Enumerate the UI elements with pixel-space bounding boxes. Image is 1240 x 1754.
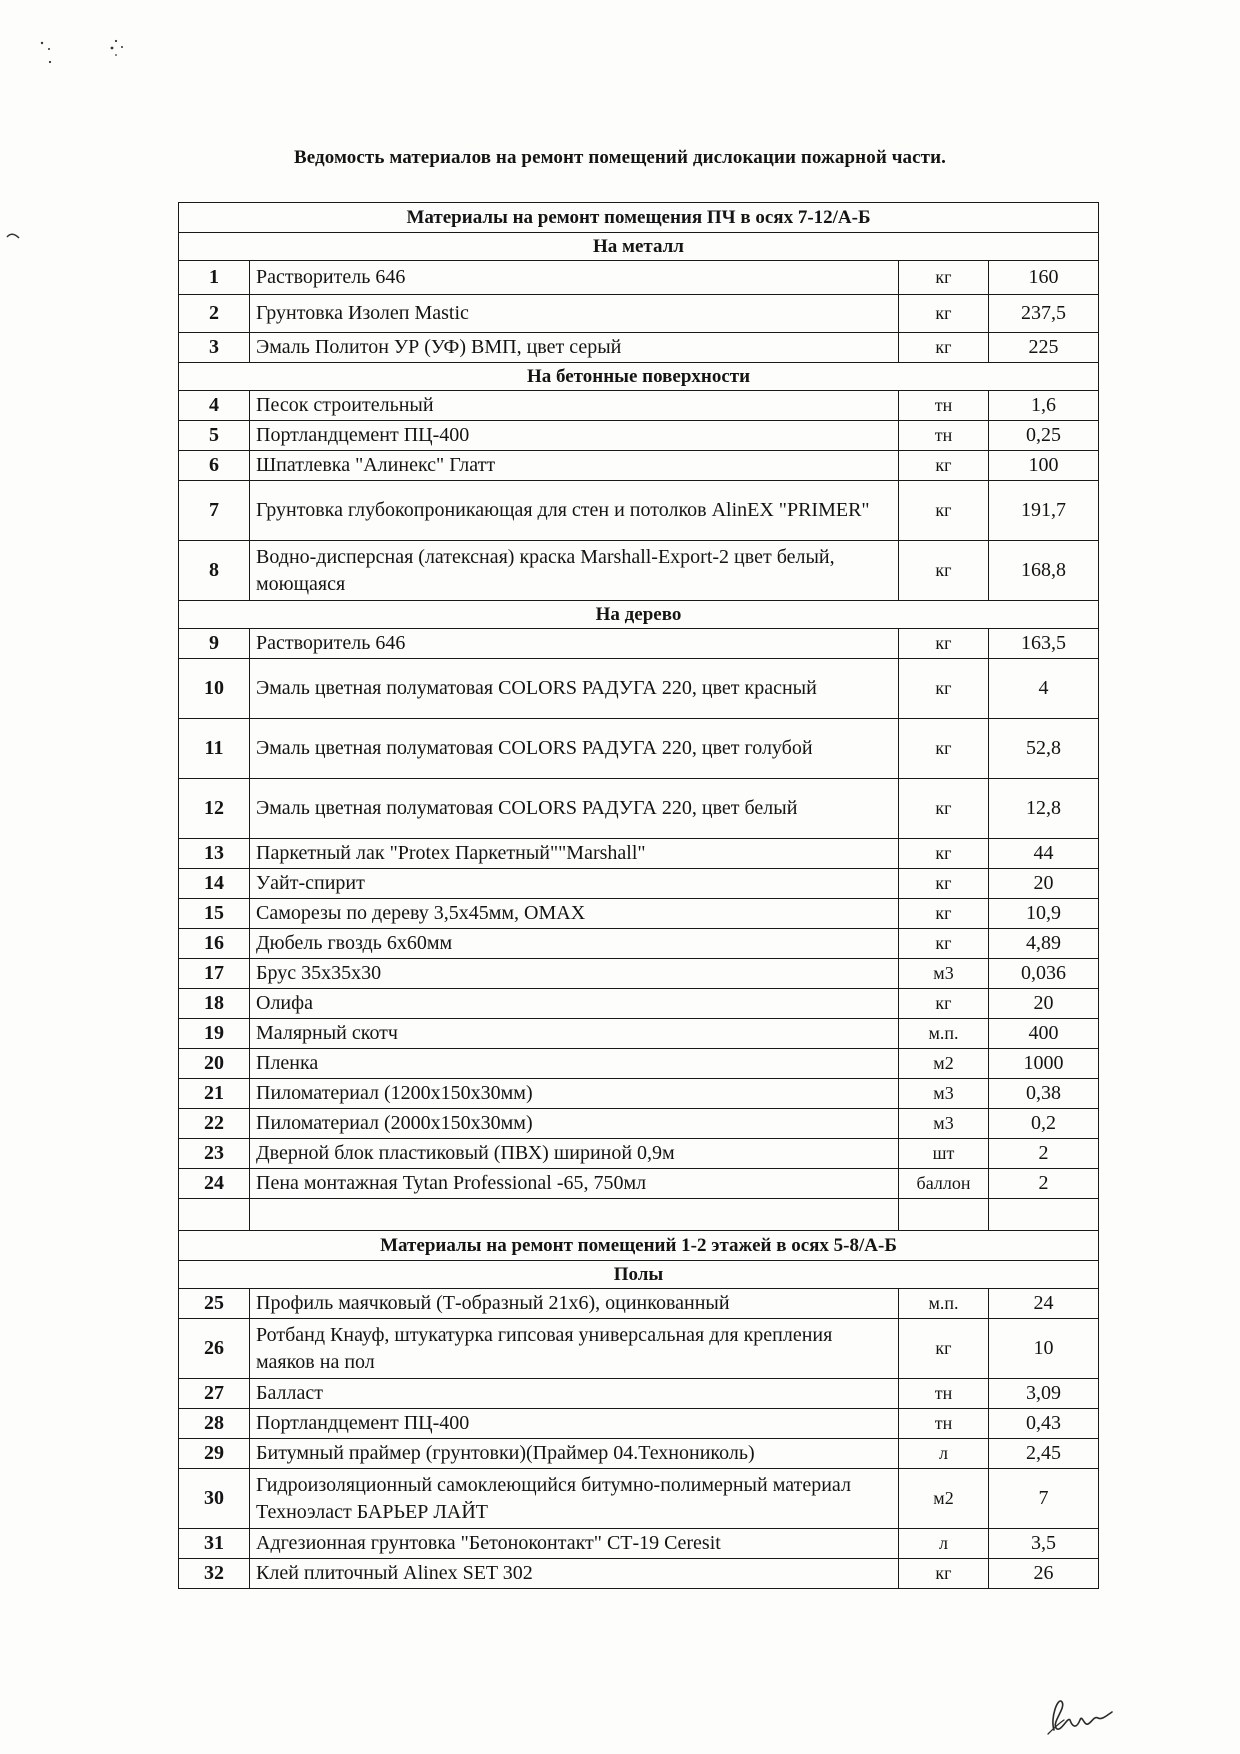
material-name: Клей плиточный Alinex SET 302 — [250, 1559, 899, 1589]
row-number: 1 — [179, 261, 250, 295]
quantity: 2 — [989, 1169, 1099, 1199]
quantity: 20 — [989, 989, 1099, 1019]
document-title: Ведомость материалов на ремонт помещений дислокации пожарной части. — [293, 147, 946, 168]
material-name: Грунтовка глубокопроникающая для стен и потолков AlinEX "PRIMER" — [250, 481, 899, 541]
material-name: Песок строительный — [250, 391, 899, 421]
row-number: 31 — [179, 1529, 250, 1559]
row-number: 4 — [179, 391, 250, 421]
table-row — [179, 719, 1099, 779]
section-header-row — [179, 1231, 1099, 1261]
row-number: 16 — [179, 929, 250, 959]
row-number: 25 — [179, 1289, 250, 1319]
table-row — [179, 899, 1099, 929]
row-number: 3 — [179, 333, 250, 363]
unit-of-measure: кг — [899, 989, 989, 1019]
table-row — [179, 481, 1099, 541]
unit-of-measure: кг — [899, 333, 989, 363]
unit-of-measure: тн — [899, 1379, 989, 1409]
table-row — [179, 869, 1099, 899]
row-number: 21 — [179, 1079, 250, 1109]
subsection-title: Полы — [179, 1261, 1099, 1289]
subsection-title: На бетонные поверхности — [179, 363, 1099, 391]
row-number: 26 — [179, 1319, 250, 1379]
unit-of-measure: кг — [899, 929, 989, 959]
table-row — [179, 421, 1099, 451]
material-name: Ротбанд Кнауф, штукатурка гипсовая универсальная для крепления маяков на пол — [250, 1319, 899, 1379]
table-row — [179, 391, 1099, 421]
section-header-row — [179, 203, 1099, 233]
quantity: 7 — [989, 1469, 1099, 1529]
unit-of-measure: кг — [899, 719, 989, 779]
unit-of-measure: тн — [899, 421, 989, 451]
quantity: 100 — [989, 451, 1099, 481]
material-name: Уайт-спирит — [250, 869, 899, 899]
material-name: Водно-дисперсная (латексная) краска Marshall-Export-2 цвет белый, моющаяся — [250, 541, 899, 601]
subsection-title: На металл — [179, 233, 1099, 261]
quantity: 0,38 — [989, 1079, 1099, 1109]
quantity: 3,09 — [989, 1379, 1099, 1409]
quantity: 3,5 — [989, 1529, 1099, 1559]
quantity: 160 — [989, 261, 1099, 295]
table-row — [179, 1049, 1099, 1079]
row-number: 19 — [179, 1019, 250, 1049]
quantity: 4,89 — [989, 929, 1099, 959]
unit-of-measure: м3 — [899, 1109, 989, 1139]
row-number: 13 — [179, 839, 250, 869]
quantity: 26 — [989, 1559, 1099, 1589]
material-name: Малярный скотч — [250, 1019, 899, 1049]
quantity: 10 — [989, 1319, 1099, 1379]
row-number: 7 — [179, 481, 250, 541]
material-name: Шпатлевка "Алинекс" Глатт — [250, 451, 899, 481]
table-row — [179, 929, 1099, 959]
row-number: 32 — [179, 1559, 250, 1589]
material-name: Пиломатериал (2000х150х30мм) — [250, 1109, 899, 1139]
row-number: 14 — [179, 869, 250, 899]
row-number: 2 — [179, 295, 250, 333]
row-number: 11 — [179, 719, 250, 779]
material-name: Адгезионная грунтовка "Бетоноконтакт" СТ-19 Ceresit — [250, 1529, 899, 1559]
table-row — [179, 629, 1099, 659]
quantity: 225 — [989, 333, 1099, 363]
table-row — [179, 659, 1099, 719]
unit-of-measure: кг — [899, 451, 989, 481]
row-number: 17 — [179, 959, 250, 989]
material-name: Брус 35х35х30 — [250, 959, 899, 989]
table-row — [179, 333, 1099, 363]
material-name: Паркетный лак "Protex Паркетный""Marshall" — [250, 839, 899, 869]
table-row — [179, 1289, 1099, 1319]
material-name: Растворитель 646 — [250, 629, 899, 659]
unit-of-measure: л — [899, 1439, 989, 1469]
material-name: Битумный праймер (грунтовки)(Праймер 04.Технониколь) — [250, 1439, 899, 1469]
row-number: 5 — [179, 421, 250, 451]
unit-of-measure: л — [899, 1529, 989, 1559]
unit-of-measure: м2 — [899, 1049, 989, 1079]
table-row — [179, 959, 1099, 989]
quantity: 4 — [989, 659, 1099, 719]
quantity: 0,43 — [989, 1409, 1099, 1439]
quantity: 400 — [989, 1019, 1099, 1049]
material-name: Балласт — [250, 1379, 899, 1409]
unit-of-measure: кг — [899, 869, 989, 899]
table-row — [179, 261, 1099, 295]
scan-edge-mark — [4, 228, 24, 242]
unit-of-measure: кг — [899, 659, 989, 719]
quantity: 237,5 — [989, 295, 1099, 333]
unit-of-measure: кг — [899, 899, 989, 929]
quantity: 191,7 — [989, 481, 1099, 541]
material-name: Олифа — [250, 989, 899, 1019]
unit-of-measure: баллон — [899, 1169, 989, 1199]
material-name: Гидроизоляционный самоклеющийся битумно-полимерный материал Техноэласт БАРЬЕР ЛАЙТ — [250, 1469, 899, 1529]
table-row — [179, 1559, 1099, 1589]
quantity: 0,2 — [989, 1109, 1099, 1139]
material-name: Профиль маячковый (Т-образный 21х6), оцинкованный — [250, 1289, 899, 1319]
quantity: 1,6 — [989, 391, 1099, 421]
blank-cell — [179, 1199, 250, 1231]
row-number: 28 — [179, 1409, 250, 1439]
row-number: 8 — [179, 541, 250, 601]
table-row — [179, 1439, 1099, 1469]
materials-table-body — [179, 203, 1099, 1589]
material-name: Пена монтажная Tytan Professional -65, 750мл — [250, 1169, 899, 1199]
quantity: 10,9 — [989, 899, 1099, 929]
subsection-header-row — [179, 363, 1099, 391]
unit-of-measure: кг — [899, 541, 989, 601]
table-row — [179, 1319, 1099, 1379]
row-number: 15 — [179, 899, 250, 929]
row-number: 9 — [179, 629, 250, 659]
material-name: Портландцемент ПЦ-400 — [250, 1409, 899, 1439]
row-number: 24 — [179, 1169, 250, 1199]
unit-of-measure: шт — [899, 1139, 989, 1169]
blank-row — [179, 1199, 1099, 1231]
unit-of-measure: кг — [899, 295, 989, 333]
material-name: Саморезы по дереву 3,5х45мм, OMAX — [250, 899, 899, 929]
material-name: Грунтовка Изолеп Mastic — [250, 295, 899, 333]
materials-table — [178, 202, 1099, 1589]
row-number: 27 — [179, 1379, 250, 1409]
row-number: 22 — [179, 1109, 250, 1139]
unit-of-measure: м3 — [899, 959, 989, 989]
quantity: 52,8 — [989, 719, 1099, 779]
table-row — [179, 1379, 1099, 1409]
material-name: Пленка — [250, 1049, 899, 1079]
table-row — [179, 295, 1099, 333]
material-name: Дверной блок пластиковый (ПВХ) шириной 0,9м — [250, 1139, 899, 1169]
quantity: 168,8 — [989, 541, 1099, 601]
unit-of-measure: кг — [899, 1559, 989, 1589]
quantity: 1000 — [989, 1049, 1099, 1079]
row-number: 10 — [179, 659, 250, 719]
quantity: 2,45 — [989, 1439, 1099, 1469]
subsection-header-row — [179, 233, 1099, 261]
material-name: Пиломатериал (1200х150х30мм) — [250, 1079, 899, 1109]
unit-of-measure: кг — [899, 1319, 989, 1379]
table-row — [179, 779, 1099, 839]
unit-of-measure: м3 — [899, 1079, 989, 1109]
quantity: 24 — [989, 1289, 1099, 1319]
material-name: Эмаль цветная полуматовая COLORS РАДУГА 220, цвет белый — [250, 779, 899, 839]
quantity: 12,8 — [989, 779, 1099, 839]
section-title: Материалы на ремонт помещений 1-2 этажей в осях 5-8/А-Б — [179, 1231, 1099, 1261]
section-title: Материалы на ремонт помещения ПЧ в осях 7-12/А-Б — [179, 203, 1099, 233]
blank-cell — [989, 1199, 1099, 1231]
material-name: Дюбель гвоздь 6х60мм — [250, 929, 899, 959]
table-row — [179, 989, 1099, 1019]
row-number: 12 — [179, 779, 250, 839]
table-row — [179, 451, 1099, 481]
signature — [1040, 1690, 1120, 1735]
row-number: 6 — [179, 451, 250, 481]
row-number: 20 — [179, 1049, 250, 1079]
unit-of-measure: кг — [899, 629, 989, 659]
unit-of-measure: м2 — [899, 1469, 989, 1529]
table-row — [179, 1409, 1099, 1439]
quantity: 44 — [989, 839, 1099, 869]
material-name: Эмаль цветная полуматовая COLORS РАДУГА 220, цвет голубой — [250, 719, 899, 779]
subsection-header-row — [179, 1261, 1099, 1289]
table-row — [179, 1169, 1099, 1199]
unit-of-measure: кг — [899, 779, 989, 839]
unit-of-measure: кг — [899, 261, 989, 295]
material-name: Портландцемент ПЦ-400 — [250, 421, 899, 451]
blank-cell — [250, 1199, 899, 1231]
quantity: 2 — [989, 1139, 1099, 1169]
table-row — [179, 1139, 1099, 1169]
unit-of-measure: кг — [899, 481, 989, 541]
quantity: 20 — [989, 869, 1099, 899]
material-name: Растворитель 646 — [250, 261, 899, 295]
table-row — [179, 1019, 1099, 1049]
row-number: 30 — [179, 1469, 250, 1529]
table-row — [179, 1109, 1099, 1139]
scan-speck-marks — [30, 35, 140, 75]
table-row — [179, 1529, 1099, 1559]
table-row — [179, 1469, 1099, 1529]
unit-of-measure: тн — [899, 1409, 989, 1439]
subsection-title: На дерево — [179, 601, 1099, 629]
unit-of-measure: м.п. — [899, 1289, 989, 1319]
unit-of-measure: м.п. — [899, 1019, 989, 1049]
subsection-header-row — [179, 601, 1099, 629]
row-number: 18 — [179, 989, 250, 1019]
quantity: 0,25 — [989, 421, 1099, 451]
table-row — [179, 839, 1099, 869]
table-row — [179, 1079, 1099, 1109]
row-number: 29 — [179, 1439, 250, 1469]
quantity: 163,5 — [989, 629, 1099, 659]
material-name: Эмаль цветная полуматовая COLORS РАДУГА 220, цвет красный — [250, 659, 899, 719]
material-name: Эмаль Политон УР (УФ) ВМП, цвет серый — [250, 333, 899, 363]
blank-cell — [899, 1199, 989, 1231]
table-row — [179, 541, 1099, 601]
unit-of-measure: тн — [899, 391, 989, 421]
quantity: 0,036 — [989, 959, 1099, 989]
unit-of-measure: кг — [899, 839, 989, 869]
row-number: 23 — [179, 1139, 250, 1169]
